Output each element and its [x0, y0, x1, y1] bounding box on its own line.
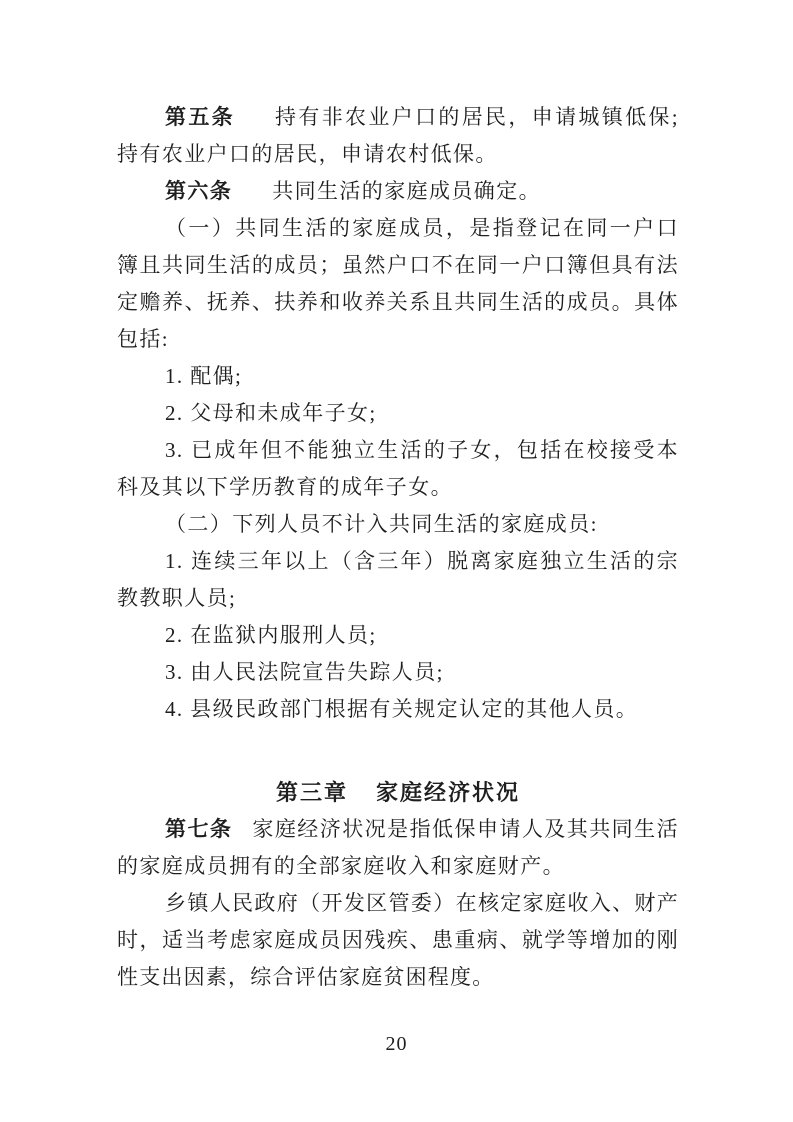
article-label: 第七条	[165, 817, 233, 841]
list-item: 1. 连续三年以上（含三年）脱离家庭独立生活的宗教教职人员;	[117, 549, 679, 610]
chapter-title: 家庭经济状况	[376, 780, 521, 805]
list-item: 2. 父母和未成年子女;	[165, 401, 377, 425]
article-label: 第五条	[165, 105, 236, 129]
page-number: 20	[385, 1033, 408, 1055]
chapter-number: 第三章	[275, 780, 348, 805]
article-text: 持有非农业户口的居民，申请城镇低保;持有农业户口的居民，申请农村低保。	[117, 105, 679, 166]
article-text: 共同生活的家庭成员确定。	[272, 179, 542, 203]
list-item: 4. 县级民政部门根据有关规定认定的其他人员。	[165, 697, 639, 721]
list-item: 3. 由人民法院宣告失踪人员;	[165, 660, 444, 684]
article-text: 家庭经济状况是指低保申请人及其共同生活的家庭成员拥有的全部家庭收入和家庭财产。	[117, 817, 679, 878]
list-item: 3. 已成年但不能独立生活的子女，包括在校接受本科及其以下学历教育的成年子女。	[117, 438, 679, 499]
list-item: 2. 在监狱内服刑人员;	[165, 623, 377, 647]
article-paragraph	[117, 811, 679, 885]
article-label: 第六条	[165, 179, 233, 203]
article-paragraph	[117, 173, 679, 210]
document-body	[117, 99, 679, 996]
paragraph: （一）共同生活的家庭成员，是指登记在同一户口簿且共同生活的成员；虽然户口不在同一户口簿但具有法定赡养、抚养、扶养和收养关系且共同生活的成员。具体包括:	[117, 216, 679, 351]
paragraph: （二）下列人员不计入共同生活的家庭成员:	[165, 512, 598, 536]
chapter-heading	[117, 774, 679, 811]
list-item: 1. 配偶;	[165, 364, 243, 388]
paragraph: 乡镇人民政府（开发区管委）在核定家庭收入、财产时，适当考虑家庭成员因残疾、患重病、就学等增加的刚性支出因素，综合评估家庭贫困程度。	[117, 891, 679, 989]
article-paragraph	[117, 99, 679, 173]
